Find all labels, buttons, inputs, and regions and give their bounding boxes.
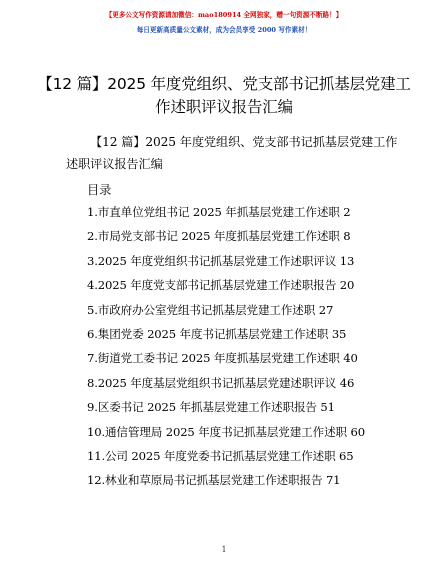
toc-heading: 目录: [87, 183, 112, 197]
toc-item: 9.区委书记 2025 年抓基层党建工作述职报告 51: [87, 400, 335, 415]
document-title: 【12 篇】2025 年度党组织、党支部书记抓基层党建工作述职评议报告汇编: [37, 75, 411, 116]
document-subtitle: 【12 篇】2025 年度党组织、党支部书记抓基层党建工作述职评议报告汇编: [66, 135, 398, 171]
toc-item: 10.通信管理局 2025 年度书记抓基层党建工作述职 60: [87, 424, 365, 439]
toc-item: 12.林业和草原局书记抓基层党建工作述职报告 71: [87, 473, 341, 488]
promo-banner-line-2: 每日更新高质量公文素材，成为会员享受 2000 写作素材！: [136, 26, 312, 34]
toc-item: 11.公司 2025 年度党委书记抓基层党建工作述职 65: [87, 448, 354, 463]
toc-item: 5.市政府办公室党组书记抓基层党建工作述职 27: [87, 302, 334, 317]
table-of-contents: [87, 203, 365, 496]
toc-item: 3.2025 年度党组织书记抓基层党建工作述职评议 13: [87, 253, 355, 268]
toc-item: 1.市直单位党组书记 2025 年抓基层党建工作述职 2: [87, 205, 351, 219]
toc-item: 4.2025 年度党支部书记抓基层党建工作述职报告 20: [87, 278, 355, 293]
promo-banner-line-1: 【更多公文写作资源请加微信：mao180914 全网独家，赠一句资源不断路！】: [105, 11, 343, 19]
toc-item: 6.集团党委 2025 年度书记抓基层党建工作述职 35: [87, 326, 347, 341]
toc-item: 7.街道党工委书记 2025 年度抓基层党建工作述职 40: [87, 351, 358, 366]
page-number: 1: [221, 545, 227, 554]
toc-item: 2.市局党支部书记 2025 年度抓基层党建工作述职 8: [87, 229, 351, 244]
toc-item: 8.2025 年度基层党组织书记抓基层党建述职评议 46: [87, 375, 355, 390]
